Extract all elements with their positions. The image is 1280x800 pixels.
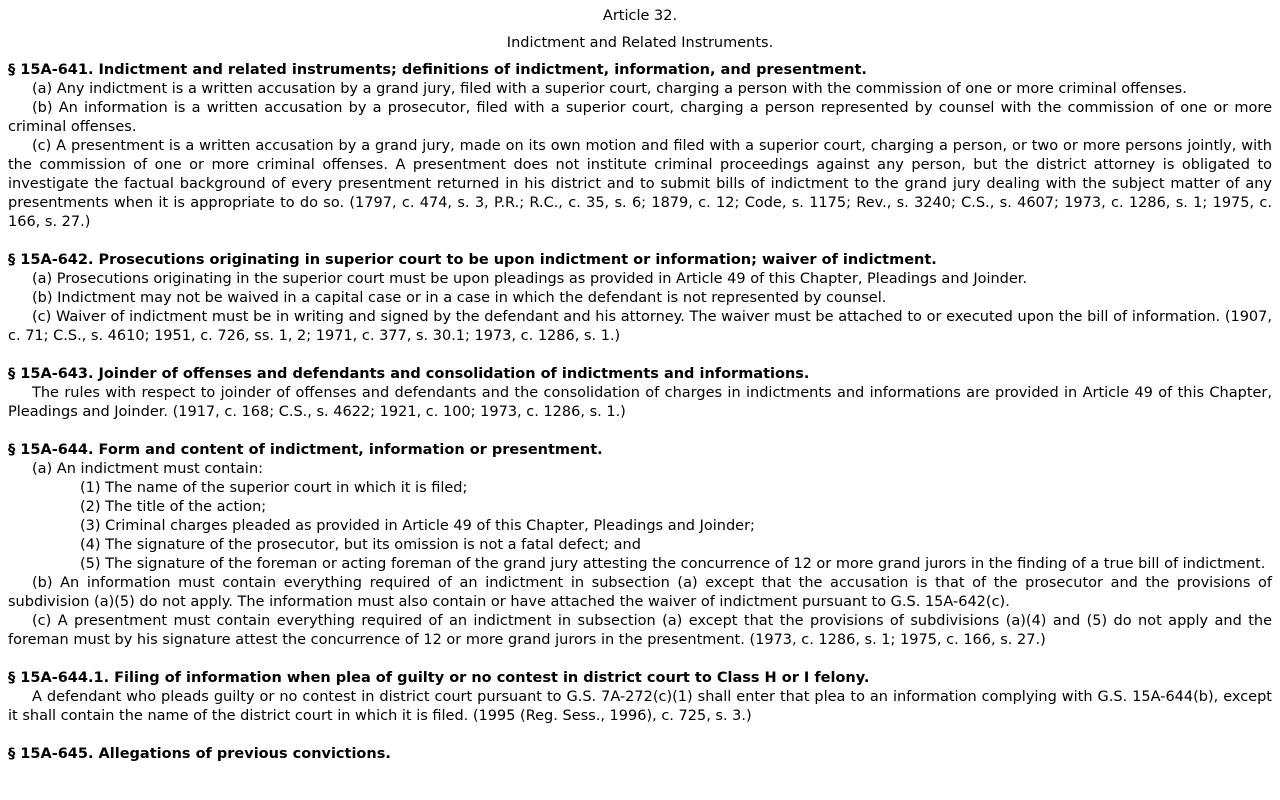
list-item: (5) The signature of the foreman or acting foreman of the grand jury attesting the concurrence of 12 or more grand jurors in the finding of a true bill of indictment. [80,556,1266,572]
subsection-a: (a) Prosecutions originating in the superior court must be upon pleadings as provided in Article 49 of this Chapter, Pleadings and Joinder. [32,271,1028,287]
section-spacer [8,650,1272,669]
subsection-c: (c) Waiver of indictment must be in writing and signed by the defendant and his attorney. The waiver must be attached to or executed upon the bill of information. (1907, c. 71; C.S., s. 4610; 1951, c. 726, ss. 1, 2; 1971, c. 377, s. 30.1; 1973, c. 1286, s. 1.) [8,309,1272,344]
section-body: The rules with respect to joinder of offenses and defendants and the consolidation of charges in indictments and informations are provided in Article 49 of this Chapter, Pleadings and Joinder. (1917, c. 168; C.S., s. 4622; 1921, c. 100; 1973, c. 1286, s. 1.) [8,385,1272,420]
section-15a-641 [8,61,1272,232]
subsection-b: (b) Indictment may not be waived in a capital case or in a case in which the defendant is not represented by counsel. [32,290,887,306]
section-heading: § 15A-641. Indictment and related instruments; definitions of indictment, information, and presentment. [8,62,867,78]
subsection-a: (a) An indictment must contain: [32,461,264,477]
section-15a-644 [8,441,1272,650]
subsection-c: (c) A presentment is a written accusation by a grand jury, made on its own motion and filed with a superior court, charging a person, or two or more persons jointly, with the commission of one or more criminal offenses. A presentment does not institute criminal proceedings against any person, but the district attorney is obligated to investigate the factual background of every presentment returned in his district and to submit bills of indictment to the grand jury dealing with the subject matter of any presentments when it is appropriate to do so. (1797, c. 474, s. 3, P.R.; R.C., c. 35, s. 6; 1879, c. 12; Code, s. 1175; Rev., s. 3240; C.S., s. 4607; 1973, c. 1286, s. 1; 1975, c. 166, s. 27.) [8,138,1272,230]
section-15a-645 [8,745,1272,764]
article-number: Article 32. [602,8,678,24]
section-15a-642 [8,251,1272,346]
section-spacer [8,422,1272,441]
list-item: (4) The signature of the prosecutor, but its omission is not a fatal defect; and [80,537,641,553]
section-15a-644-1 [8,669,1272,726]
section-body: A defendant who pleads guilty or no contest in district court pursuant to G.S. 7A-272(c)(1) shall enter that plea to an information complying with G.S. 15A-644(b), except it shall contain the name of the district court in which it is filed. (1995 (Reg. Sess., 1996), c. 725, s. 3.) [8,689,1272,724]
section-spacer [8,726,1272,745]
section-15a-643 [8,365,1272,422]
article-title: Indictment and Related Instruments. [506,35,774,51]
section-heading: § 15A-644. Form and content of indictment, information or presentment. [8,442,603,458]
subsection-b: (b) An information is a written accusation by a prosecutor, filed with a superior court, charging a person represented by counsel with the commission of one or more criminal offenses. [8,100,1272,135]
section-heading: § 15A-644.1. Filing of information when plea of guilty or no contest in district court to Class H or I felony. [8,670,870,686]
section-heading: § 15A-645. Allegations of previous convictions. [8,746,391,762]
section-spacer [8,232,1272,251]
section-heading: § 15A-642. Prosecutions originating in superior court to be upon indictment or information; waiver of indictment. [8,252,937,268]
subsection-a: (a) Any indictment is a written accusation by a grand jury, filed with a superior court, charging a person with the commission of one or more criminal offenses. [32,81,1187,97]
section-spacer [8,346,1272,365]
subsection-b: (b) An information must contain everything required of an indictment in subsection (a) except that the accusation is that of the prosecutor and the provisions of subdivision (a)(5) do not apply. The information must also contain or have attached the waiver of indictment pursuant to G.S. 15A-642(c). [8,575,1272,610]
list-item: (1) The name of the superior court in which it is filed; [80,480,468,496]
section-heading: § 15A-643. Joinder of offenses and defendants and consolidation of indictments and informations. [8,366,810,382]
subsection-c: (c) A presentment must contain everything required of an indictment in subsection (a) except that the provisions of subdivisions (a)(4) and (5) do not apply and the foreman must by his signature attest the concurrence of 12 or more grand jurors in the presentment. (1973, c. 1286, s. 1; 1975, c. 166, s. 27.) [8,613,1272,648]
list-item: (2) The title of the action; [80,499,267,515]
list-item: (3) Criminal charges pleaded as provided in Article 49 of this Chapter, Pleadings and Joinder; [80,518,755,534]
